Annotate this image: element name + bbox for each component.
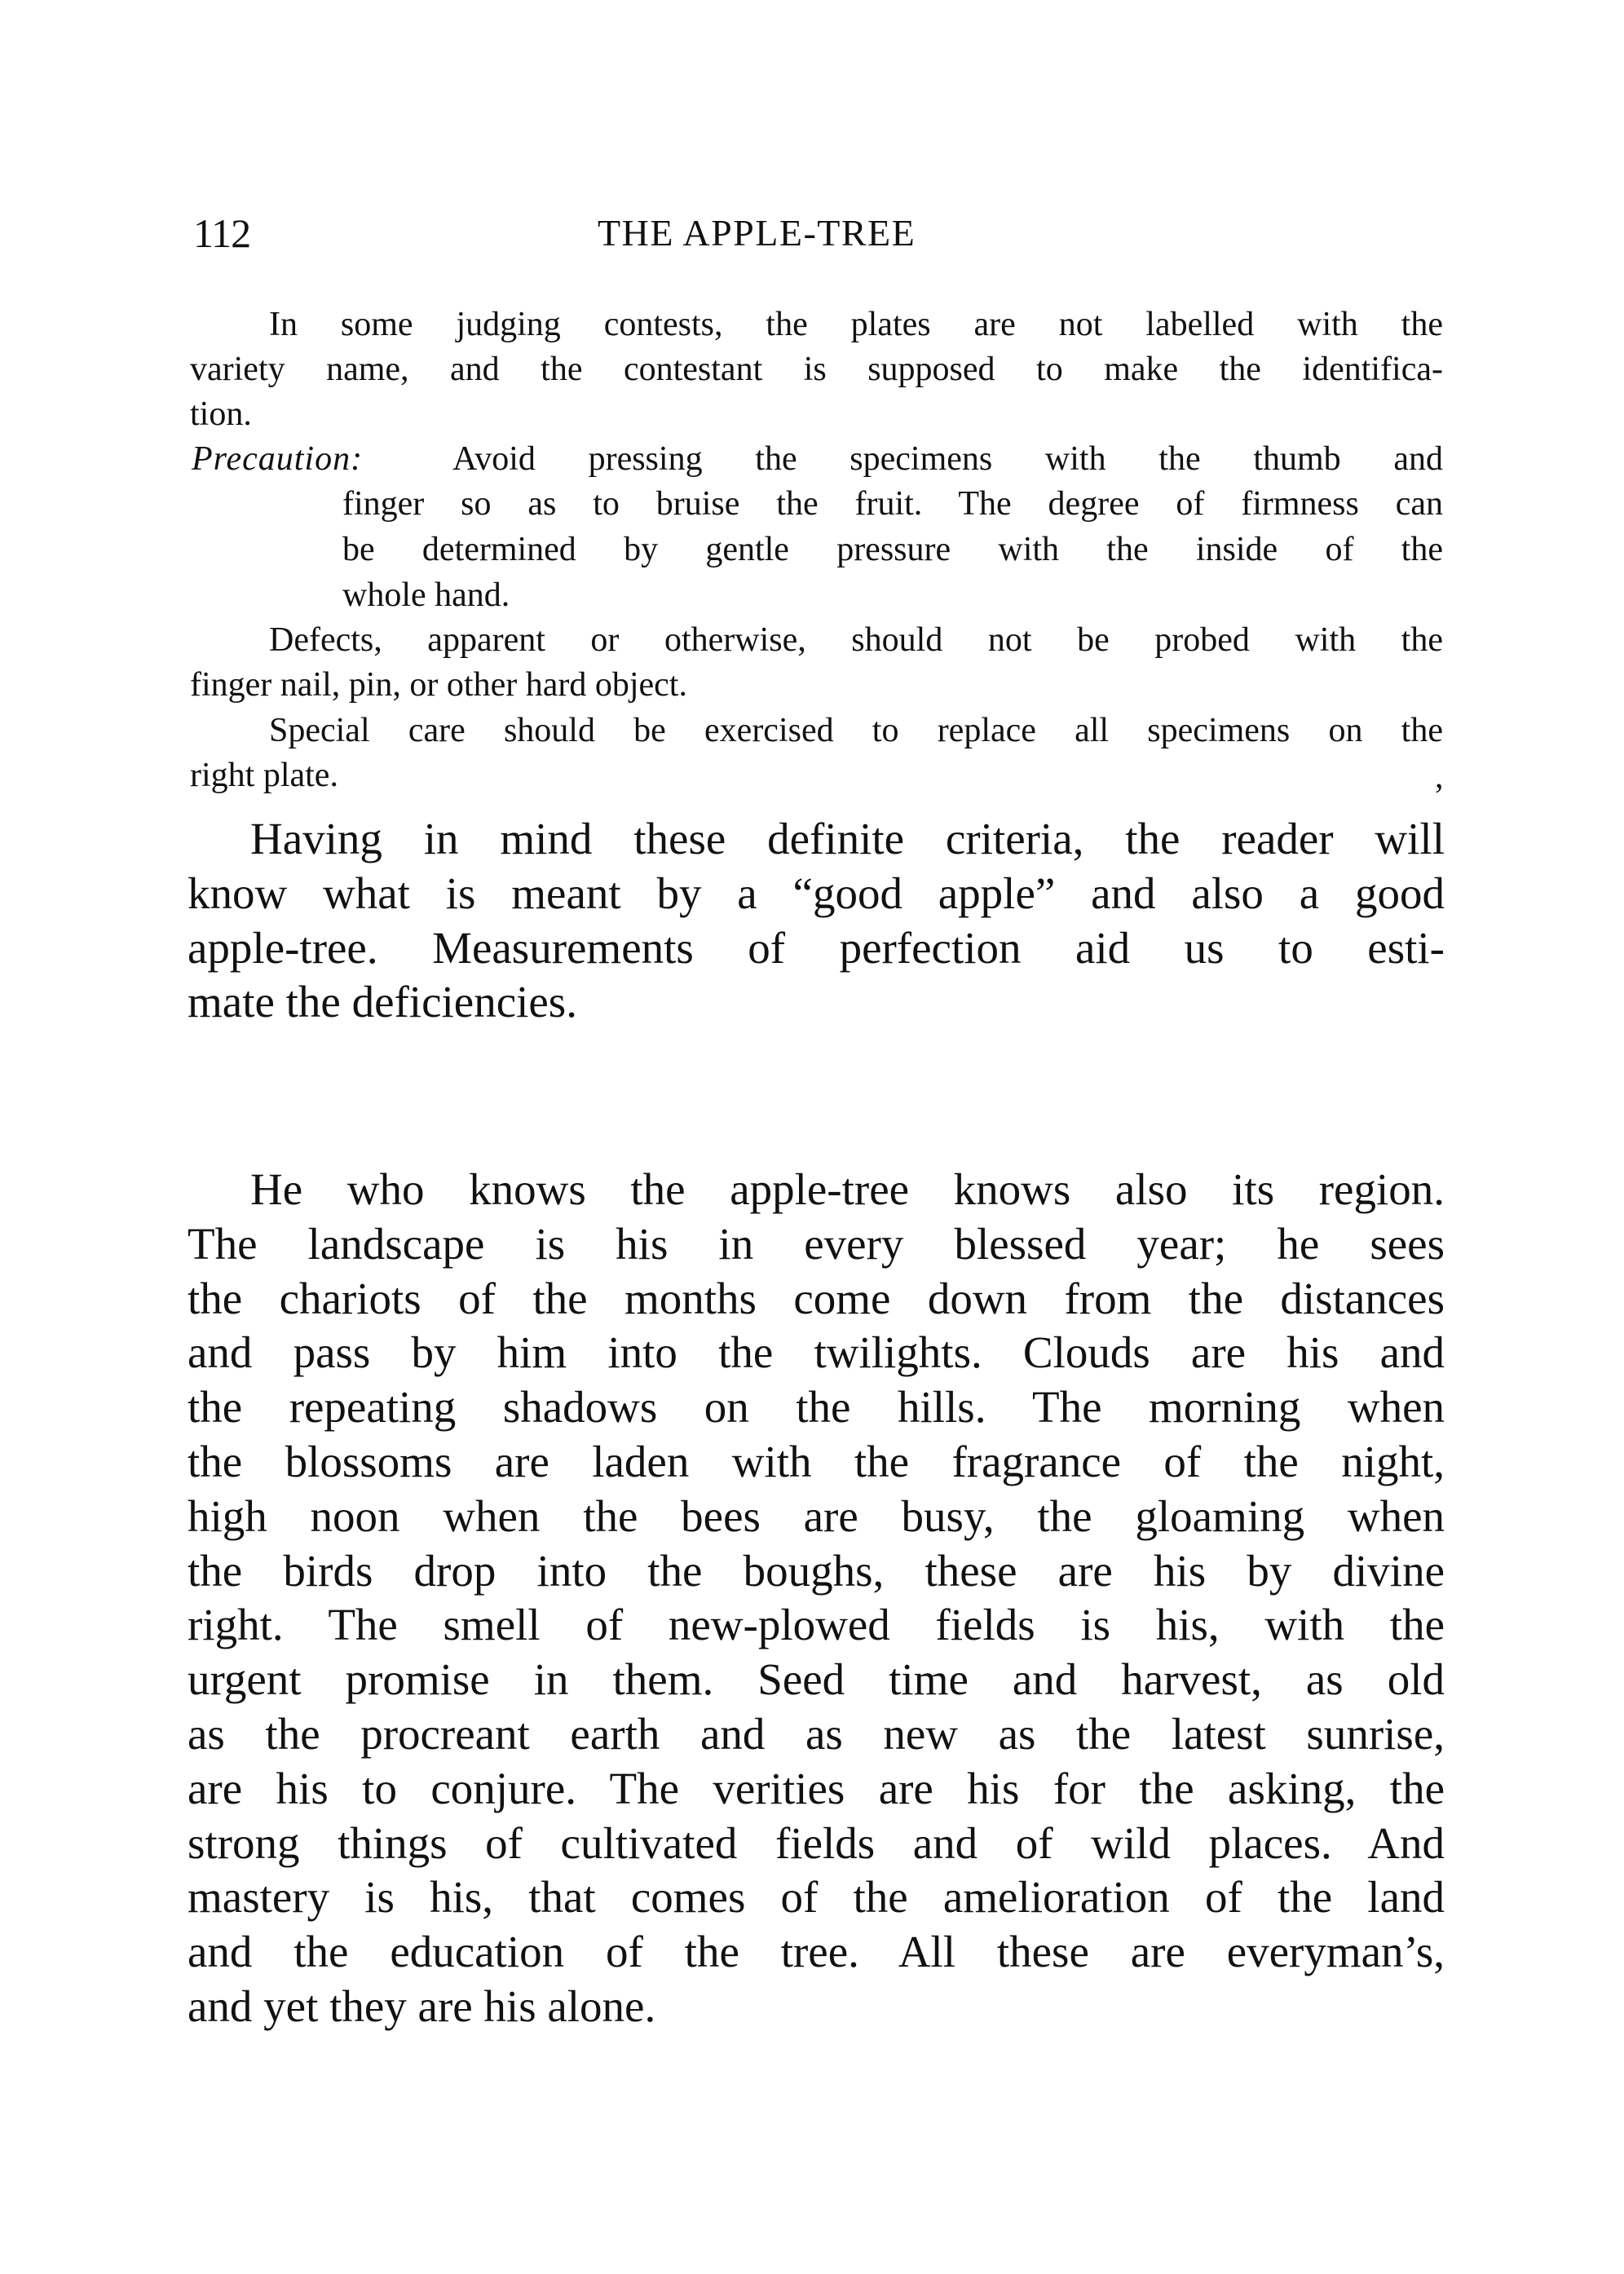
text-line: whole hand. bbox=[342, 576, 510, 614]
text-line: The landscape is his in every blessed year; he sees bbox=[188, 1218, 1445, 1269]
text-line: Avoid pressing the specimens with the thumb and bbox=[452, 440, 1443, 478]
text-line: the birds drop into the boughs, these are his by divine bbox=[188, 1545, 1445, 1596]
text-line: urgent promise in them. Seed time and harvest, as old bbox=[188, 1654, 1445, 1705]
text-line: finger so as to bruise the fruit. The degree of firmness can bbox=[342, 485, 1443, 523]
text-line: mastery is his, that comes of the amelioration of the land bbox=[188, 1872, 1445, 1923]
text-line: Special care should be exercised to replace all specimens on the bbox=[269, 712, 1443, 749]
text-line: and yet they are his alone. bbox=[188, 1981, 656, 2031]
text-line: variety name, and the contestant is supposed to make the identifica- bbox=[190, 351, 1443, 388]
text-line: mate the deficiencies. bbox=[188, 977, 577, 1027]
text-line: apple-tree. Measurements of perfection aid us to esti- bbox=[188, 922, 1445, 973]
precaution-label: Precaution: bbox=[192, 440, 364, 478]
text-line: the blossoms are laden with the fragrance of the night, bbox=[188, 1437, 1445, 1486]
text-line: In some judging contests, the plates are not labelled with the bbox=[269, 306, 1443, 343]
text-line: and pass by him into the twilights. Clouds are his and bbox=[188, 1327, 1445, 1378]
text-line: be determined by gentle pressure with the inside of the bbox=[342, 531, 1443, 568]
text-line: Having in mind these definite criteria, the reader will bbox=[250, 814, 1445, 863]
page-number: 112 bbox=[193, 210, 251, 256]
running-head bbox=[190, 210, 1443, 256]
text-line: finger nail, pin, or other hard object. bbox=[190, 666, 687, 704]
text-line: the chariots of the months come down from the distances bbox=[188, 1273, 1445, 1323]
text-line: as the procreant earth and as new as the latest sunrise, bbox=[188, 1709, 1445, 1759]
text-line: Defects, apparent or otherwise, should not be probed with the bbox=[269, 621, 1443, 659]
text-line: tion. bbox=[190, 395, 252, 433]
precaution-term bbox=[192, 436, 436, 482]
text-line: are his to conjure. The verities are his for the asking, the bbox=[188, 1763, 1445, 1813]
text-line: high noon when the bees are busy, the gloaming when bbox=[188, 1490, 1445, 1541]
text-line: know what is meant by a “good apple” and also a good bbox=[188, 868, 1445, 918]
text-line: strong things of cultivated fields and of wild places. And bbox=[188, 1817, 1445, 1868]
running-title: THE APPLE-TREE bbox=[598, 212, 916, 254]
text-line: right. The smell of new-plowed fields is his, with the bbox=[188, 1600, 1445, 1650]
text-line: and the education of the tree. All these are everyman’s, bbox=[188, 1927, 1445, 1977]
text-line: right plate. bbox=[190, 757, 338, 794]
text-line: the repeating shadows on the hills. The morning when bbox=[188, 1382, 1445, 1433]
text-line: He who knows the apple-tree knows also its region. bbox=[250, 1164, 1445, 1214]
stray-comma-mark: , bbox=[1435, 758, 1444, 796]
